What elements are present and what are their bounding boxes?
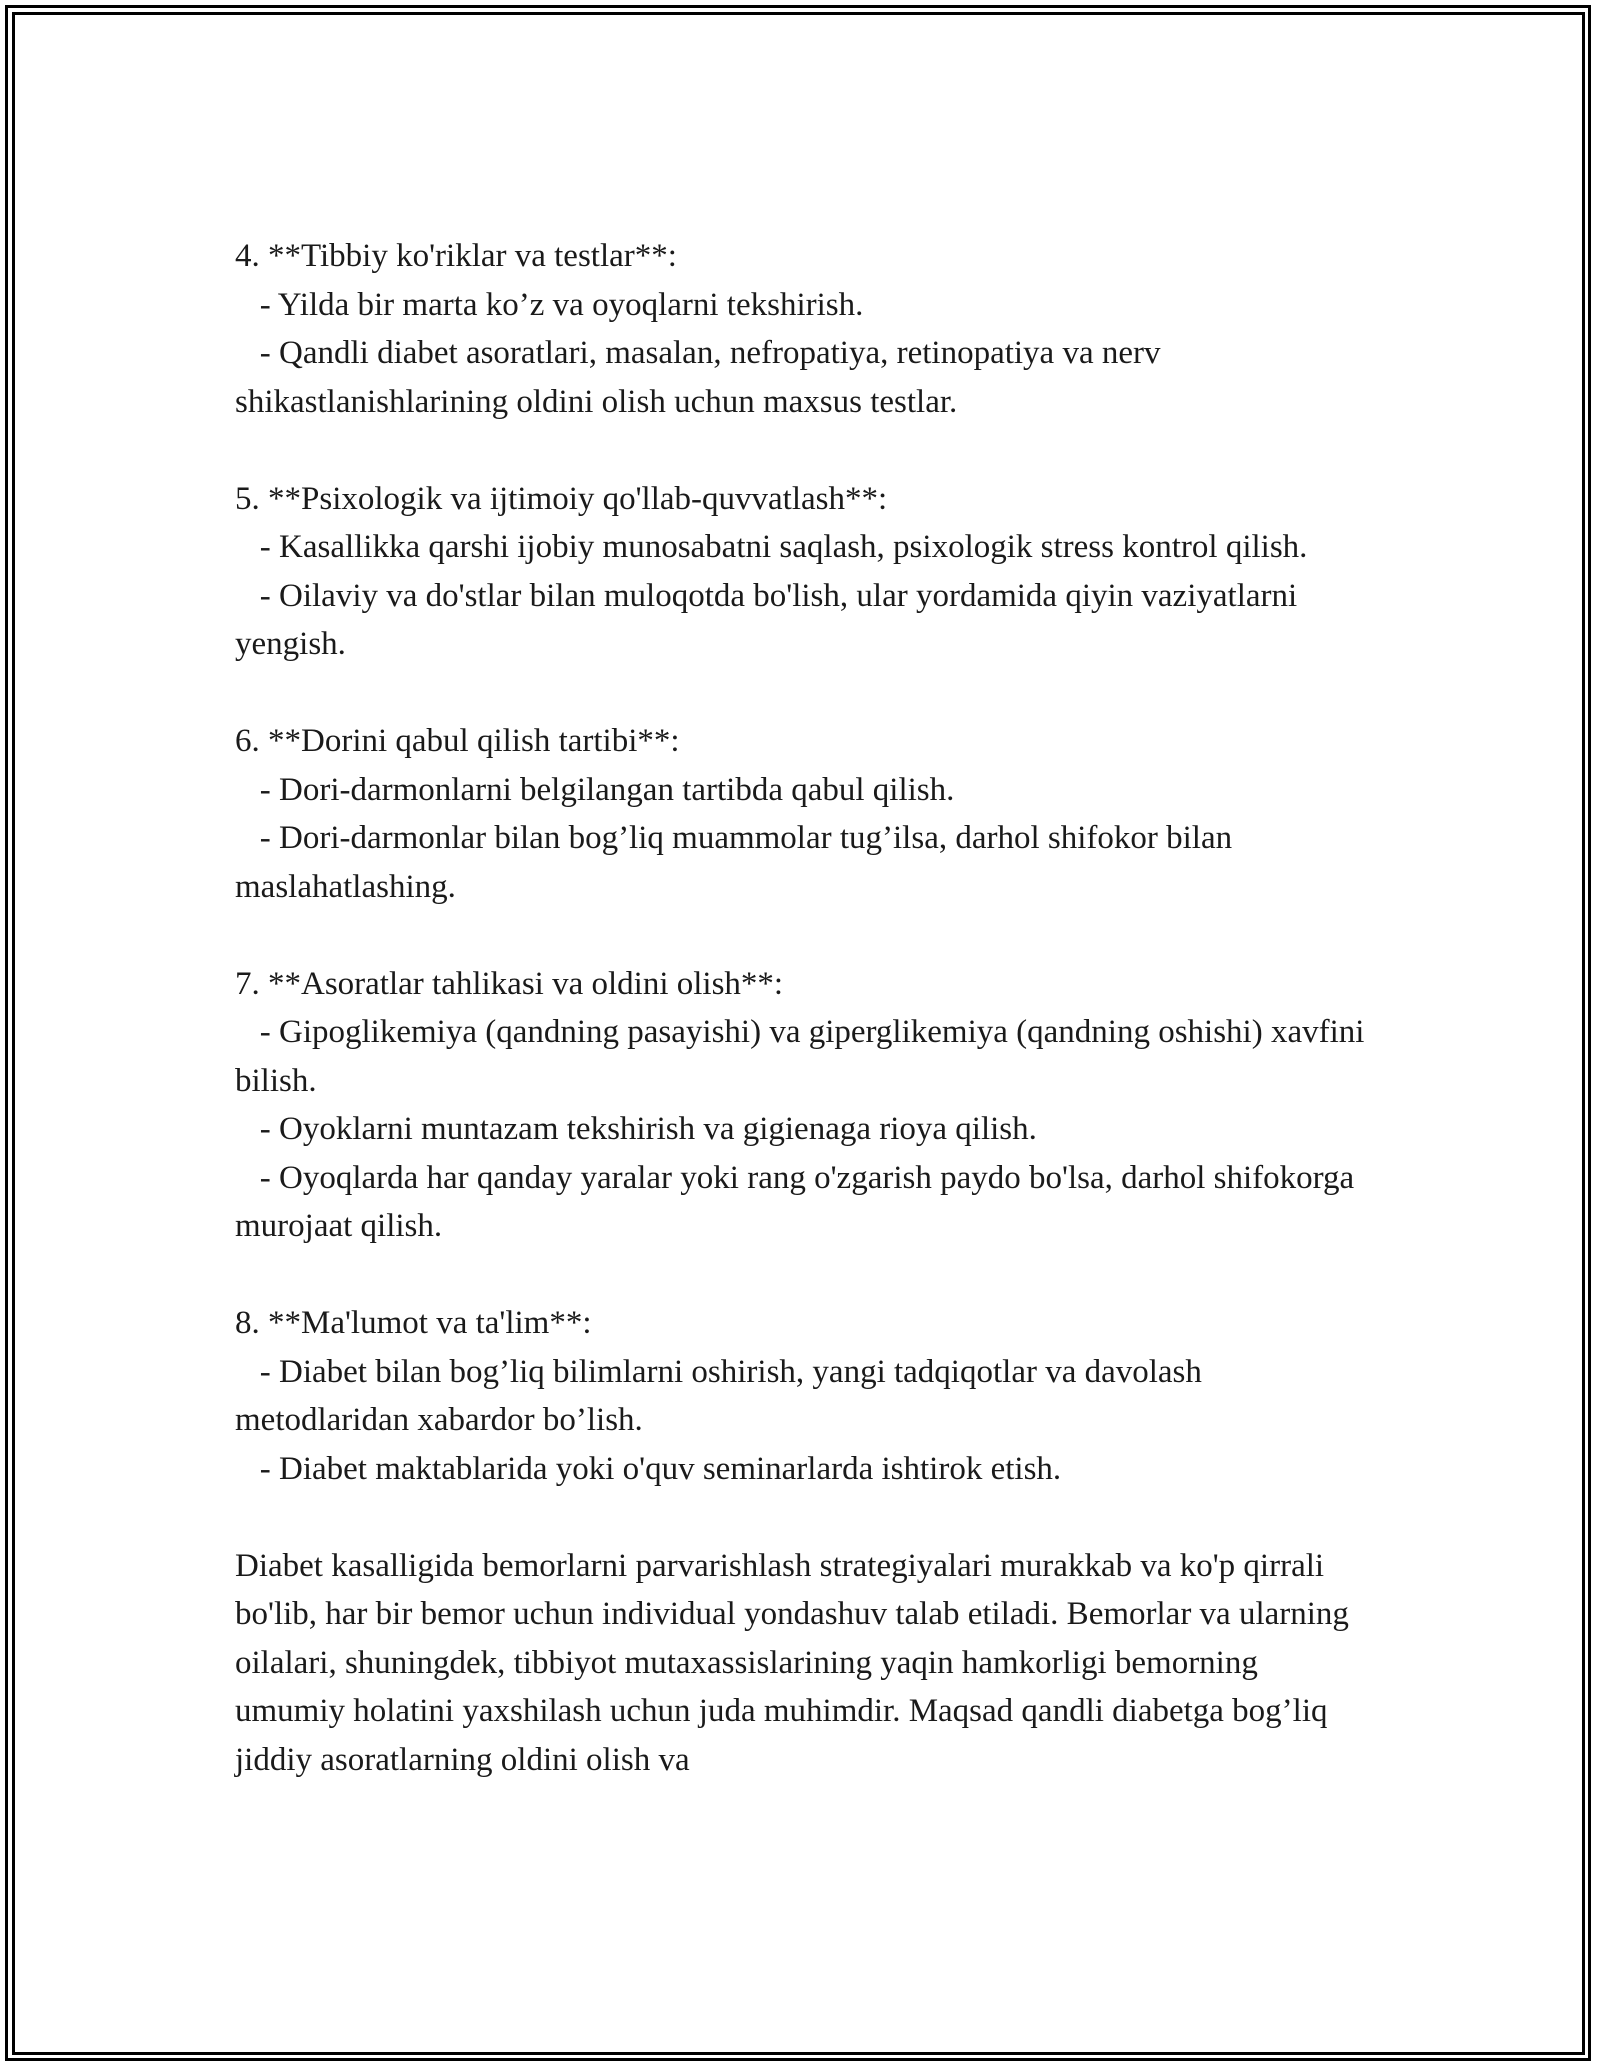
list-item (235, 572, 1375, 669)
bullet-prefix: - (235, 335, 279, 371)
bullet-prefix: - (235, 1014, 279, 1050)
section-heading: 4. **Tibbiy ko'riklar va testlar**: (235, 238, 677, 274)
bullet-prefix: - (235, 820, 279, 856)
list-item (235, 523, 1375, 572)
list-item-text: Kasallikka qarshi ijobiy munosabatni saqlash, psixologik stress kontrol qilish. (279, 529, 1308, 565)
list-item-text: Diabet maktablarida yoki o'quv seminarlarda ishtirok etish. (279, 1450, 1062, 1487)
bullet-prefix: - (235, 1353, 279, 1390)
section-psychological-support (235, 475, 1375, 669)
section-heading: 7. **Asoratlar tahlikasi va oldini olish**: (235, 965, 784, 1002)
list-item-text: Oyoklarni muntazam tekshirish va gigienaga rioya qilish. (279, 1111, 1037, 1147)
bullet-prefix: - (235, 577, 279, 614)
list-item (235, 814, 1375, 911)
section-education (235, 1299, 1375, 1493)
list-item-text: Oilaviy va do'stlar bilan muloqotda bo'lish, ular yordamida qiyin vaziyatlarni yengish. (235, 577, 1298, 662)
list-item (235, 766, 1375, 815)
bullet-prefix: - (235, 771, 279, 808)
bullet-prefix: - (235, 1111, 279, 1147)
list-item (235, 1105, 1375, 1154)
list-item (235, 1008, 1375, 1105)
list-item (235, 1154, 1375, 1251)
bullet-prefix: - (235, 1450, 279, 1487)
bullet-prefix: - (235, 529, 279, 565)
list-item (235, 1348, 1375, 1445)
bullet-prefix: - (235, 286, 278, 323)
list-item-text: Dori-darmonlarni belgilangan tartibda qabul qilish. (279, 771, 955, 808)
document-body (235, 232, 1375, 1784)
list-item (235, 1445, 1375, 1494)
section-heading: 6. **Dorini qabul qilish tartibi**: (235, 723, 680, 759)
list-item-text: Dori-darmonlar bilan bog’liq muammolar tug’ilsa, darhol shifokor bilan maslahatlashing. (235, 820, 1233, 905)
list-item (235, 329, 1375, 426)
bullet-prefix: - (235, 1159, 279, 1196)
section-heading: 8. **Ma'lumot va ta'lim**: (235, 1305, 592, 1341)
section-medication-schedule (235, 717, 1375, 911)
list-item-text: Gipoglikemiya (qandning pasayishi) va giperglikemiya (qandning oshishi) xavfini bilish. (235, 1014, 1365, 1099)
section-heading: 5. **Psixologik va ijtimoiy qo'llab-quvvatlash**: (235, 480, 888, 517)
list-item-text: Qandli diabet asoratlari, masalan, nefropatiya, retinopatiya va nerv shikastlanishlarining oldini olish uchun maxsus testlar. (235, 335, 1161, 420)
list-item-text: Diabet bilan bog’liq bilimlarni oshirish, yangi tadqiqotlar va davolash metodlaridan xabardor bo’lish. (235, 1353, 1202, 1438)
list-item-text: Oyoqlarda har qanday yaralar yoki rang o'zgarish paydo bo'lsa, darhol shifokorga murojaat qilish. (235, 1159, 1355, 1244)
closing-paragraph: Diabet kasalligida bemorlarni parvarishlash strategiyalari murakkab va ko'p qirrali bo'lib, har bir bemor uchun individual yondashuv talab etiladi. Bemorlar va ularning oilalari, shuningdek, tibbiyot mutaxassislarining yaqin hamkorligi bemorning umumiy holatini yaxshilash uchun juda muhimdir. Maqsad qandli diabetga bog’liq jiddiy asoratlarning oldini olish va (235, 1547, 1358, 1778)
list-item (235, 281, 1375, 330)
section-medical-checkups (235, 232, 1375, 426)
list-item-text: Yilda bir marta ko’z va oyoqlarni tekshirish. (277, 286, 864, 323)
section-complications (235, 960, 1375, 1251)
